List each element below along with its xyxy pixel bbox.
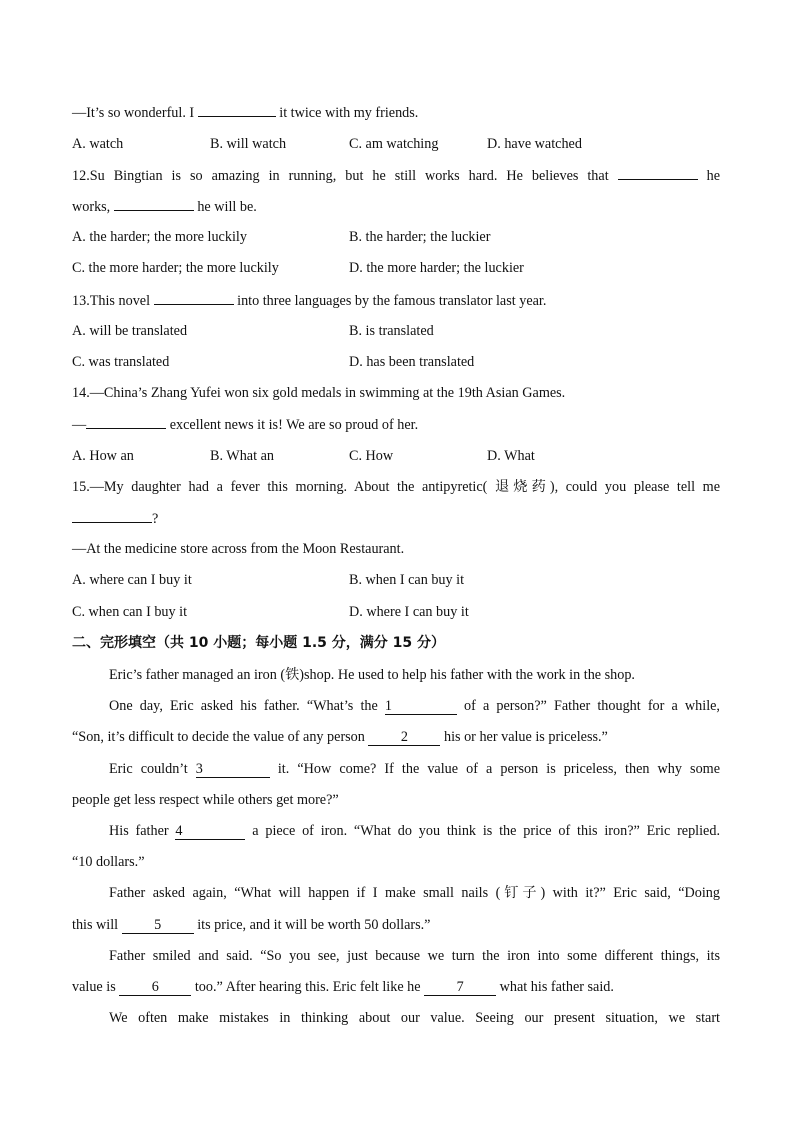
- q13-stem: 13.This novel into three languages by the famous translator last year.: [72, 293, 547, 309]
- passage-paragraph-5-line1: Father asked again, “What will happen if I make small nails (钉子) with it?” Eric said, “Doing: [109, 885, 720, 901]
- passage-paragraph-5-line2: this will 5 its price, and it will be worth 50 dollars.”: [72, 917, 431, 933]
- q15-stem-line2: ?: [72, 509, 158, 528]
- q15-option-c: C. when can I buy it: [72, 604, 188, 620]
- answer-blank: [114, 197, 194, 211]
- answer-blank: [72, 509, 152, 523]
- q12-option-b: B. the harder; the luckier: [349, 229, 491, 245]
- q15-option-a: A. where can I buy it: [72, 572, 192, 588]
- q13-option-d: D. has been translated: [349, 354, 475, 370]
- answer-blank: [618, 166, 698, 180]
- passage-paragraph-6-line2: value is 6 too.” After hearing this. Eric felt like he 7 what his father said.: [72, 979, 614, 995]
- answer-blank: [86, 415, 166, 429]
- q12-stem-line1: 12.Su Bingtian is so amazing in running, but he still works hard. He believes that he: [72, 168, 720, 184]
- q11-option-d: D. have watched: [487, 136, 582, 152]
- cloze-blank-4: 4: [175, 824, 245, 840]
- q13-option-a: A. will be translated: [72, 323, 188, 339]
- cloze-blank-1: 1: [385, 699, 457, 715]
- cloze-blank-3: 3: [196, 762, 270, 778]
- q11-stem: —It’s so wonderful. I it twice with my friends.: [72, 105, 419, 121]
- passage-paragraph-3-line1: Eric couldn’t 3 it. “How come? If the value of a person is priceless, then why some: [109, 761, 720, 777]
- q15-option-b: B. when I can buy it: [349, 572, 465, 588]
- q13-option-c: C. was translated: [72, 354, 170, 370]
- q11-option-c: C. am watching: [349, 136, 439, 152]
- passage-paragraph-7-line1: We often make mistakes in thinking about our value. Seeing our present situation, we start: [109, 1010, 720, 1026]
- q14-option-d: D. What: [487, 448, 535, 464]
- q12-option-d: D. the more harder; the luckier: [349, 260, 524, 276]
- q12-option-c: C. the more harder; the more luckily: [72, 260, 279, 276]
- q14-option-b: B. What an: [210, 448, 274, 464]
- passage-paragraph-3-line2: people get less respect while others get more?”: [72, 792, 339, 808]
- section-heading: 二、完形填空（共 10 小题；每小题 1.5 分，满分 15 分）: [72, 635, 446, 651]
- passage-paragraph-4-line2: “10 dollars.”: [72, 854, 145, 870]
- passage-paragraph-6-line1: Father smiled and said. “So you see, just because we turn the iron into some different things, its: [109, 948, 720, 964]
- answer-blank: [154, 291, 234, 305]
- passage-paragraph-2-line2: “Son, it’s difficult to decide the value of any person 2 his or her value is priceless.”: [72, 729, 608, 745]
- q11-option-a: A. watch: [72, 136, 124, 152]
- q14-option-c: C. How: [349, 448, 394, 464]
- q13-option-b: B. is translated: [349, 323, 434, 339]
- q14-option-a: A. How an: [72, 448, 134, 464]
- q11-option-b: B. will watch: [210, 136, 287, 152]
- q15-option-d: D. where I can buy it: [349, 604, 469, 620]
- q12-stem-line2: works, he will be.: [72, 199, 257, 215]
- q15-stem-line3: —At the medicine store across from the Moon Restaurant.: [72, 541, 405, 557]
- cloze-blank-2: 2: [368, 730, 440, 746]
- cloze-blank-7: 7: [424, 980, 496, 996]
- q14-stem-line2: — excellent news it is! We are so proud of her.: [72, 417, 419, 433]
- answer-blank: [198, 103, 276, 117]
- q12-option-a: A. the harder; the more luckily: [72, 229, 247, 245]
- passage-paragraph-4-line1: His father 4 a piece of iron. “What do you think is the price of this iron?” Eric replied.: [109, 823, 720, 839]
- cloze-blank-5: 5: [122, 918, 194, 934]
- q14-stem-line1: 14.—China’s Zhang Yufei won six gold medals in swimming at the 19th Asian Games.: [72, 385, 566, 401]
- passage-paragraph-1: Eric’s father managed an iron (铁)shop. He used to help his father with the work in the shop.: [109, 667, 635, 683]
- q15-stem-line1: 15.—My daughter had a fever this morning. About the antipyretic( 退烧药), could you please tell me: [72, 479, 720, 495]
- cloze-blank-6: 6: [119, 980, 191, 996]
- passage-paragraph-2-line1: One day, Eric asked his father. “What’s the 1 of a person?” Father thought for a while,: [109, 698, 720, 714]
